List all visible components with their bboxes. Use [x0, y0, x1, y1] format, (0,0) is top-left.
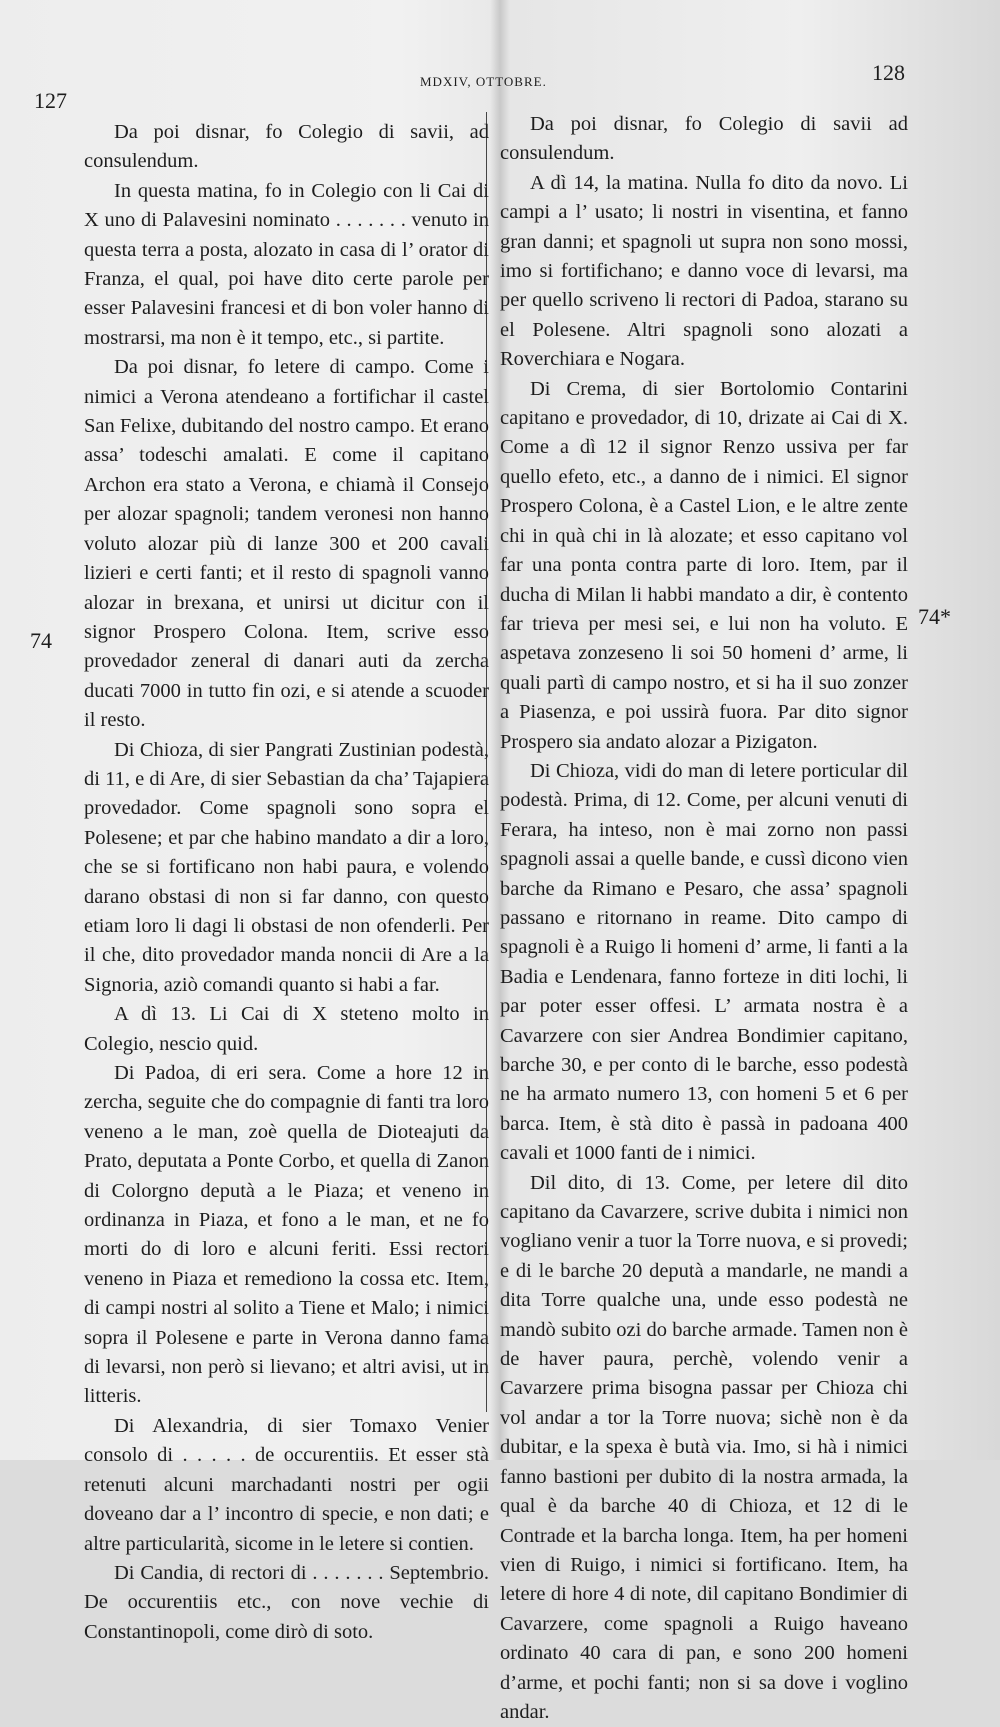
- right-column: [500, 110, 908, 1727]
- page-number-right: 128: [872, 60, 905, 85]
- margin-note-right: 74*: [918, 604, 951, 629]
- page-number-left: 127: [34, 88, 67, 113]
- paragraph: Di Crema, di sier Bortolomio Contarini capitano e provedador, di 10, drizate ai Cai di X. Come a dì 12 il signor Renzo ussiva per far quello efeto, etc., a danno de i nimici. El signor Prospero Colona, è a Castel Lion, e le altre zente chi in quà chi in là alozate; et esso capitano vol far una ponta contra parte di loro. Item, par il ducha di Milan li habbi mandato a dir, è contento far trieva per mesi sei, e lui non ha voluto. E aspetava zonzeseno li soi 50 homeni d’ arme, li quali partì di campo nostro, et si ha il suo zonzer a Piasenza, e poi ussirà fuora. Par dito signor Prospero sia andato alozar a Pizigaton.: [500, 377, 908, 753]
- paragraph: Di Chioza, vidi do man di letere porticular dil podestà. Prima, di 12. Come, per alcuni venuti di Ferara, ha inteso, non è mai zorno non passi spagnoli assai a quelle bande, e cussì dicono vien barche da Rimano e Pesaro, che assa’ spagnoli passano e ritornano in reame. Dito campo di spagnoli è a Ruigo li homeni d’ arme, li fanti a la Badia e Lendenara, fanno forteze in diti lochi, li par poter esser offesi. L’ armata nostra è a Cavarzere con sier Andrea Bondimier capitano, barche 30, e per conto di le barche, esso podestà ne ha armato numero 13, con homeni 5 et 6 per barca. Item, è stà dito è passà in padoana 400 cavali et 1000 fanti de i nimici.: [500, 759, 908, 1165]
- paragraph: Di Chioza, di sier Pangrati Zustinian podestà, di 11, e di Are, di sier Sebastian da cha’ Tajapiera provedador. Come spagnoli sono sopra el Polesene; et par che habino mandato a dir a loro, che se si fortificano non habi paura, e volendo darano obstasi di non si far danno, con questo etiam loro li dagi li obstasi de non ofenderli. Per il che, dito provedador manda noncii di Are a la Signoria, aziò comandi quanto si habi a far.: [84, 738, 489, 996]
- page-header: [0, 58, 1000, 113]
- paragraph: Dil dito, di 13. Come, per letere dil dito capitano da Cavarzere, scrive dubita i nimici non vogliano venir a tuor la Torre nuova, e si provedi; e di le barche 20 deputà a mandarle, ne mandi a dita Torre qualche una, unde esso podestà ne mandò subito ozi do barche armade. Tamen non è de haver paura, perchè, volendo venir a Cavarzere prima bisogna passar per Chioza chi vol andar a tor la Torre nuova; sichè non è da dubitar, e la spexa è butà via. Imo, si hà i nimici fanno bastioni per dubito di la nostra armada, la qual è da barche 40 di Chioza, et 12 di le Contrade et la barcha longa. Item, ha per homeni vien di Ruigo, i nimici si fortificano. Item, ha letere di hore 4 di note, dil capitano Bondimier di Cavarzere, come spagnoli a Ruigo haveano ordinato 40 cara di pan, e sono 200 homeni d’arme, et pochi fanti; non si sa dove i voglino andar.: [500, 1171, 908, 1723]
- paragraph: Di Padoa, di eri sera. Come a hore 12 in zercha, seguite che do compagnie di fanti tra loro veneno a le man, zoè quella de Dioteajuti da Prato, deputata a Ponte Corbo, et quella di Zanon di Colorgno deputà a le Piaza; et veneno in ordinanza in Piaza, et fono a le man, et ne fo morti do di loro e alcuni feriti. Essi rectori veneno in Piaza et remediono la cossa etc. Item, di campi nostri al solito a Tiene et Malo; i nimici sopra il Polesene e parte in Verona danno fama di levarsi, non però si lievano; et altri avisi, ut in litteris.: [84, 1062, 489, 1408]
- running-title: MDXIV, OTTOBRE.: [420, 74, 547, 89]
- left-column: [84, 118, 489, 1647]
- paragraph: Di Candia, di rectori di . . . . . . . Septembrio. De occurentiis etc., con nove vechie di Constantinopoli, come dirò di soto.: [84, 1561, 489, 1643]
- paragraph: Di Alexandria, di sier Tomaxo Venier consolo di . . . . . de occurentiis. Et esser stà retenuti alcuni marchadanti nostri per ogii doveano dar a l’ incontro di specie, e non dati; e altre particularità, sicome in le letere si contien.: [84, 1414, 489, 1555]
- paragraph: Da poi disnar, fo Colegio di savii ad consulendum.: [500, 113, 908, 165]
- paragraph: In questa matina, fo in Colegio con li Cai di X uno di Palavesini nominato . . . . . . . venuto in questa terra a posta, alozato in casa di l’ orator di Franza, el qual, poi have dito certe parole per esser Palavesini francesi et di bon voler hanno di mostrarsi, ma non è it tempo, etc., si partite.: [84, 179, 489, 349]
- margin-note-left: 74: [30, 628, 52, 653]
- paragraph: Da poi disnar, fo Colegio di savii, ad consulendum.: [84, 121, 489, 173]
- paragraph: A dì 13. Li Cai di X steteno molto in Colegio, nescio quid.: [84, 1003, 489, 1055]
- paragraph: Da poi disnar, fo letere di campo. Come i nimici a Verona atendeano a fortifichar il castel San Felixe, dubitando del nostro campo. Et erano assa’ todeschi amalati. E come il capitano Archon era stato a Verona, e chiamà il Consejo per alozar spagnoli; tandem veronesi non hanno voluto alozar più di lanze 300 et 200 cavali lizieri e certi fanti; et il resto di spagnoli vanno alozar in brexana, et unirsi ut dicitur con il signor Prospero Colona. Item, scrive esso provedador zeneral di danari auti da zercha ducati 7000 in tutto fin ozi, e si atende a scuoder il resto.: [84, 356, 489, 732]
- paragraph: A dì 14, la matina. Nulla fo dito da novo. Li campi a l’ usato; li nostri in visentina, et fanno gran danni; et spagnoli ut supra non sono mossi, imo si fortifichano; e danno voce di levarsi, ma per quello scriveno li rectori di Padoa, starano su el Polesene. Altri spagnoli sono alozati a Roverchiara e Nogara.: [500, 171, 908, 371]
